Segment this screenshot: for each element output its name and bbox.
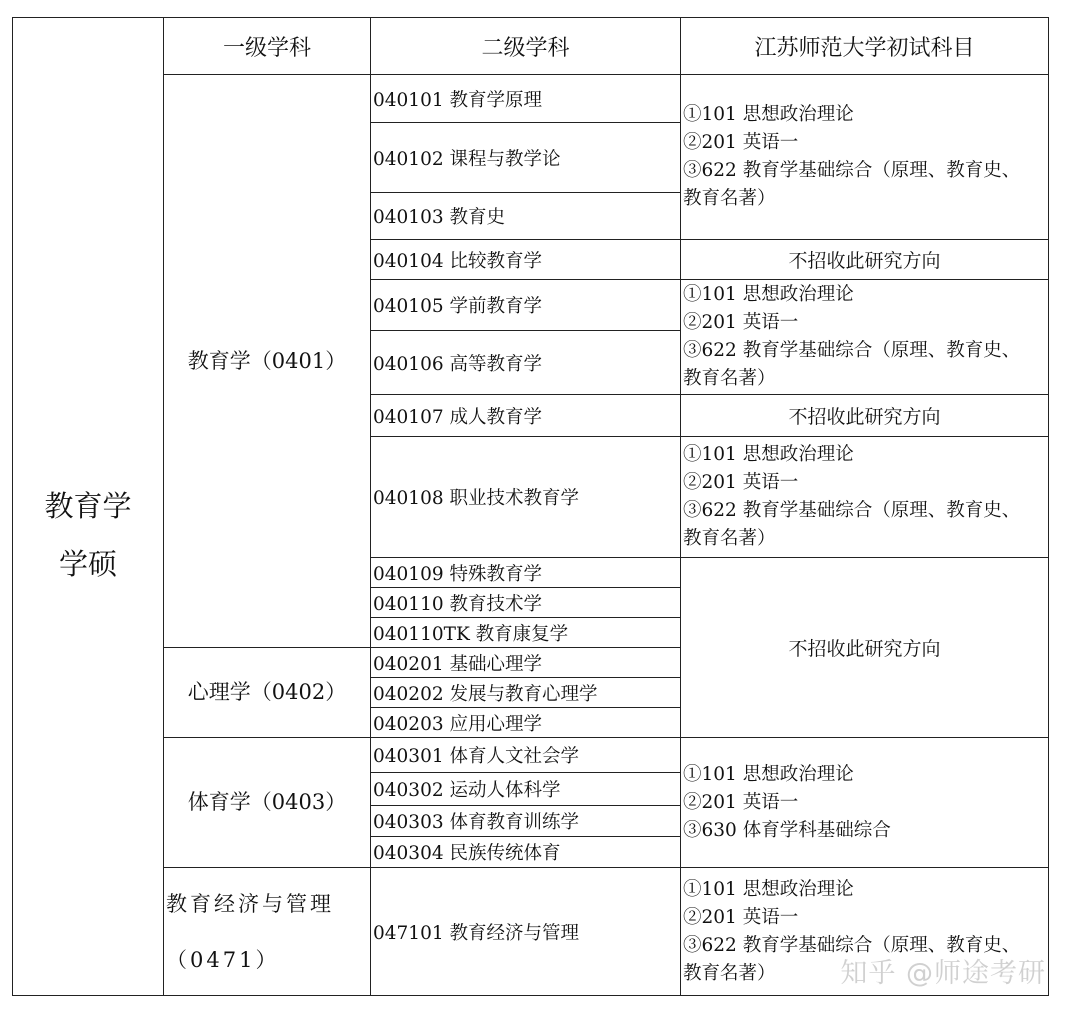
second-level-040102: 040102 课程与教学论 [371, 123, 681, 193]
second-level-040110: 040110 教育技术学 [371, 588, 681, 618]
exam-cell-3 [681, 437, 1049, 558]
exam-english: ②201 英语一 [683, 791, 799, 813]
second-level-040108: 040108 职业技术教育学 [371, 437, 681, 558]
category-line1: 教育学 [44, 488, 132, 523]
second-level-040105: 040105 学前教育学 [371, 280, 681, 331]
header-first-level: 一级学科 [164, 18, 371, 75]
exam-politics: ①101 思想政治理论 [683, 763, 854, 785]
first-level-education: 教育学（0401） [164, 75, 371, 648]
second-level-040109: 040109 特殊教育学 [371, 558, 681, 588]
first-level-pe: 体育学（0403） [164, 738, 371, 868]
exam-politics: ①101 思想政治理论 [683, 104, 854, 125]
second-level-040110TK: 040110TK 教育康复学 [371, 618, 681, 648]
header-second-level: 二级学科 [371, 18, 681, 75]
header-row [13, 18, 1049, 75]
category-cell [13, 75, 164, 996]
exam-english: ②201 英语一 [683, 312, 799, 333]
second-level-040106: 040106 高等教育学 [371, 331, 681, 395]
second-level-040103: 040103 教育史 [371, 193, 681, 240]
second-level-040101: 040101 教育学原理 [371, 75, 681, 123]
exam-subjects-table [12, 17, 1049, 996]
exam-english: ②201 英语一 [683, 132, 799, 153]
second-level-040302: 040302 运动人体科学 [371, 773, 681, 806]
exam-politics: ①101 思想政治理论 [683, 444, 854, 465]
not-recruiting-block: 不招收此研究方向 [681, 558, 1049, 738]
exam-cell-1 [681, 75, 1049, 240]
exam-cell-2 [681, 280, 1049, 395]
second-level-047101: 047101 教育经济与管理 [371, 868, 681, 996]
second-level-040304: 040304 民族传统体育 [371, 837, 681, 868]
second-level-040203: 040203 应用心理学 [371, 708, 681, 738]
not-recruiting-040104: 不招收此研究方向 [681, 240, 1049, 280]
header-exam-subjects: 江苏师范大学初试科目 [681, 18, 1049, 75]
econ-line2: （0471） [166, 947, 280, 972]
second-level-040201: 040201 基础心理学 [371, 648, 681, 678]
exam-622-line2: 教育名著） [683, 528, 776, 549]
exam-622-line2: 教育名著） [683, 368, 776, 389]
exam-english: ②201 英语一 [683, 472, 799, 493]
category-line2: 学硕 [58, 546, 117, 581]
second-level-040303: 040303 体育教育训练学 [371, 806, 681, 837]
first-level-econ [164, 868, 371, 996]
exam-630: ③630 体育学科基础综合 [683, 819, 891, 841]
second-level-040104: 040104 比较教育学 [371, 240, 681, 280]
watermark: 知乎 @师途考研 [840, 958, 1046, 989]
header-blank [13, 18, 164, 75]
not-recruiting-040107: 不招收此研究方向 [681, 395, 1049, 437]
exam-politics: ①101 思想政治理论 [683, 878, 854, 900]
exam-622-line2: 教育名著） [683, 188, 776, 209]
second-level-040107: 040107 成人教育学 [371, 395, 681, 437]
exam-politics: ①101 思想政治理论 [683, 284, 854, 305]
exam-english: ②201 英语一 [683, 906, 799, 928]
econ-line1: 教育经济与管理 [166, 891, 334, 916]
exam-622-line1: ③622 教育学基础综合（原理、教育史、 [683, 340, 1021, 361]
exam-622-line2: 教育名著） [683, 962, 776, 984]
exam-622-line1: ③622 教育学基础综合（原理、教育史、 [683, 160, 1021, 181]
exam-622-line1: ③622 教育学基础综合（原理、教育史、 [683, 500, 1021, 521]
exam-622-line1: ③622 教育学基础综合（原理、教育史、 [683, 934, 1021, 956]
exam-cell-pe [681, 738, 1049, 868]
second-level-040202: 040202 发展与教育心理学 [371, 678, 681, 708]
second-level-040301: 040301 体育人文社会学 [371, 738, 681, 773]
first-level-psychology: 心理学（0402） [164, 648, 371, 738]
